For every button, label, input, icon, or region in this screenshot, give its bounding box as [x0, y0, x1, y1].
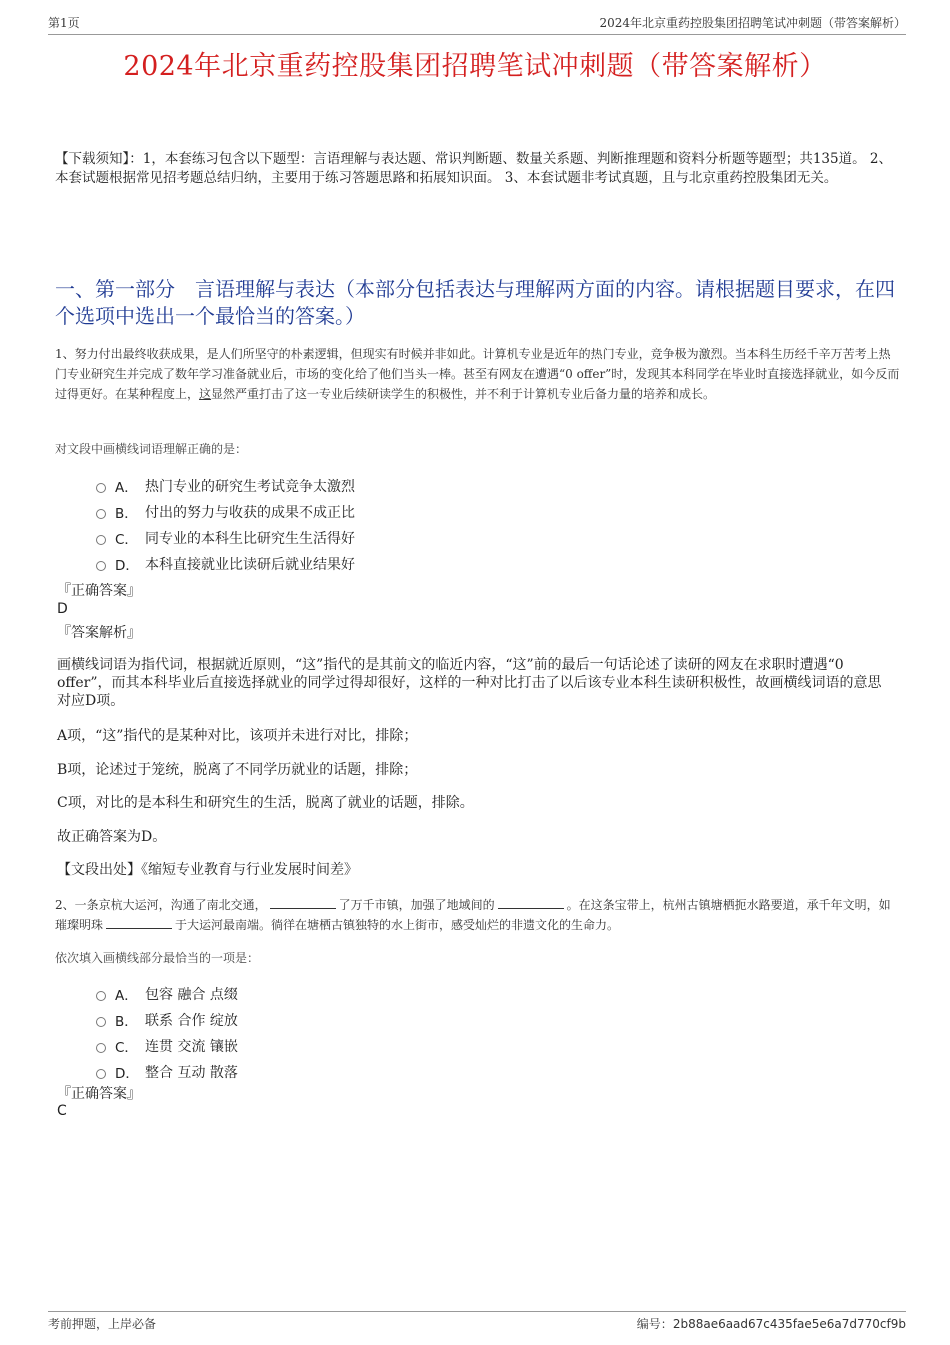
- q2-option-b[interactable]: B． 联系 合作 绽放: [96, 1007, 238, 1033]
- fill-blank: [498, 896, 564, 909]
- radio-icon[interactable]: [96, 1069, 106, 1079]
- q1-text-before: 1、努力付出最终收获成果，是人们所坚守的朴素逻辑，但现实有时候并非如此。计算机专业是近年的热门专业，竞争极为激烈。当本科生历经千辛万苦考上热门专业研究生并完成了数年学习准备就业后，市场的变化给了他们当头一棒。甚至有网友在遭遇“0 offer”时，发现其本科同学在毕业时直接选择就业，如今反而过得更好。在某种程度上，: [55, 347, 900, 401]
- page-footer: [48, 1311, 906, 1332]
- q2-option-a[interactable]: A． 包容 融合 点缀: [96, 981, 238, 1007]
- question-1-text: [55, 344, 900, 404]
- radio-icon[interactable]: [96, 535, 106, 545]
- page-header: [48, 14, 906, 35]
- q1-analysis-conclusion: 故正确答案为D。: [57, 829, 167, 845]
- header-doc-title: 2024年北京重药控股集团招聘笔试冲刺题（带答案解析）: [599, 16, 906, 30]
- q1-underlined-word: 这: [199, 387, 212, 401]
- q2-option-d[interactable]: D． 整合 互动 散落: [96, 1059, 238, 1085]
- page-number: 第1页: [48, 16, 80, 30]
- q1-option-a[interactable]: A． 热门专业的研究生考试竞争太激烈: [96, 473, 355, 499]
- section-title: 一、第一部分 言语理解与表达（本部分包括表达与理解两方面的内容。请根据题目要求，在四个选项中选出一个最恰当的答案。）: [55, 277, 895, 328]
- document-title: 2024年北京重药控股集团招聘笔试冲刺题（带答案解析）: [123, 51, 827, 82]
- q1-analysis-a: A项，“这”指代的是某种对比，该项并未进行对比，排除；: [57, 728, 418, 744]
- q1-prompt: 对文段中画横线词语理解正确的是：: [55, 442, 248, 456]
- q2-options: [96, 981, 238, 1085]
- radio-icon[interactable]: [96, 483, 106, 493]
- q1-option-b[interactable]: B． 付出的努力与收获的成果不成正比: [96, 499, 355, 525]
- q1-option-d[interactable]: D． 本科直接就业比读研后就业结果好: [96, 551, 355, 577]
- question-2-text: 2、一条京杭大运河，沟通了南北交通， 了万千市镇，加强了地域间的 。在这条宝带上，杭州古镇塘栖扼水路要道，承千年文明，如璀璨明珠 于大运河最南端。徜徉在塘栖古镇独特的水上街市，感受灿烂的非遗文化的生命力。: [55, 898, 891, 932]
- q1-analysis-c: C项，对比的是本科生和研究生的生活，脱离了就业的话题，排除。: [57, 795, 474, 811]
- q1-answer: D: [57, 601, 68, 617]
- q2-prompt: 依次填入画横线部分最恰当的一项是：: [55, 951, 260, 965]
- radio-icon[interactable]: [96, 561, 106, 571]
- q2-answer-label: 『正确答案』: [57, 1086, 141, 1102]
- q1-analysis-label: 『答案解析』: [57, 625, 141, 641]
- radio-icon[interactable]: [96, 509, 106, 519]
- document-code: 编号：2b88ae6aad67c435fae5e6a7d770cf9b: [636, 1317, 906, 1331]
- q1-analysis-b: B项，论述过于笼统，脱离了不同学历就业的话题，排除；: [57, 762, 418, 778]
- radio-icon[interactable]: [96, 1043, 106, 1053]
- radio-icon[interactable]: [96, 991, 106, 1001]
- q2-option-c[interactable]: C． 连贯 交流 镶嵌: [96, 1033, 238, 1059]
- download-notice: 【下载须知】：1，本套练习包含以下题型：言语理解与表达题、常识判断题、数量关系题、判断推理题和资料分析题等题型；共135道。 2、本套试题根据常见招考题总结归纳，主要用于练习答题思路和拓展知识面。 3、本套试题非考试真题，且与北京重药控股集团无关。: [55, 151, 892, 186]
- q1-source: 【文段出处】《缩短专业教育与行业发展时间差》: [57, 862, 358, 878]
- fill-blank: [270, 896, 336, 909]
- q2-answer: C: [57, 1103, 67, 1119]
- q1-answer-label: 『正确答案』: [57, 583, 141, 599]
- footer-slogan: 考前押题，上岸必备: [48, 1317, 157, 1331]
- q1-analysis-main: 画横线词语为指代词，根据就近原则，“这”指代的是其前文的临近内容，“这”前的最后一句话论述了读研的网友在求职时遭遇“0 offer”，而其本科毕业后直接选择就业的同学过得却很好，这样的一种对比打击了以后该专业本科生读研积极性，故画横线词语的意思对应D项。: [57, 657, 882, 709]
- q1-option-c[interactable]: C． 同专业的本科生比研究生生活得好: [96, 525, 355, 551]
- fill-blank: [106, 916, 172, 929]
- radio-icon[interactable]: [96, 1017, 106, 1027]
- q1-text-after: 显然严重打击了这一专业后续研读学生的积极性，并不利于计算机专业后备力量的培养和成长。: [211, 387, 716, 401]
- q1-options: [96, 473, 355, 577]
